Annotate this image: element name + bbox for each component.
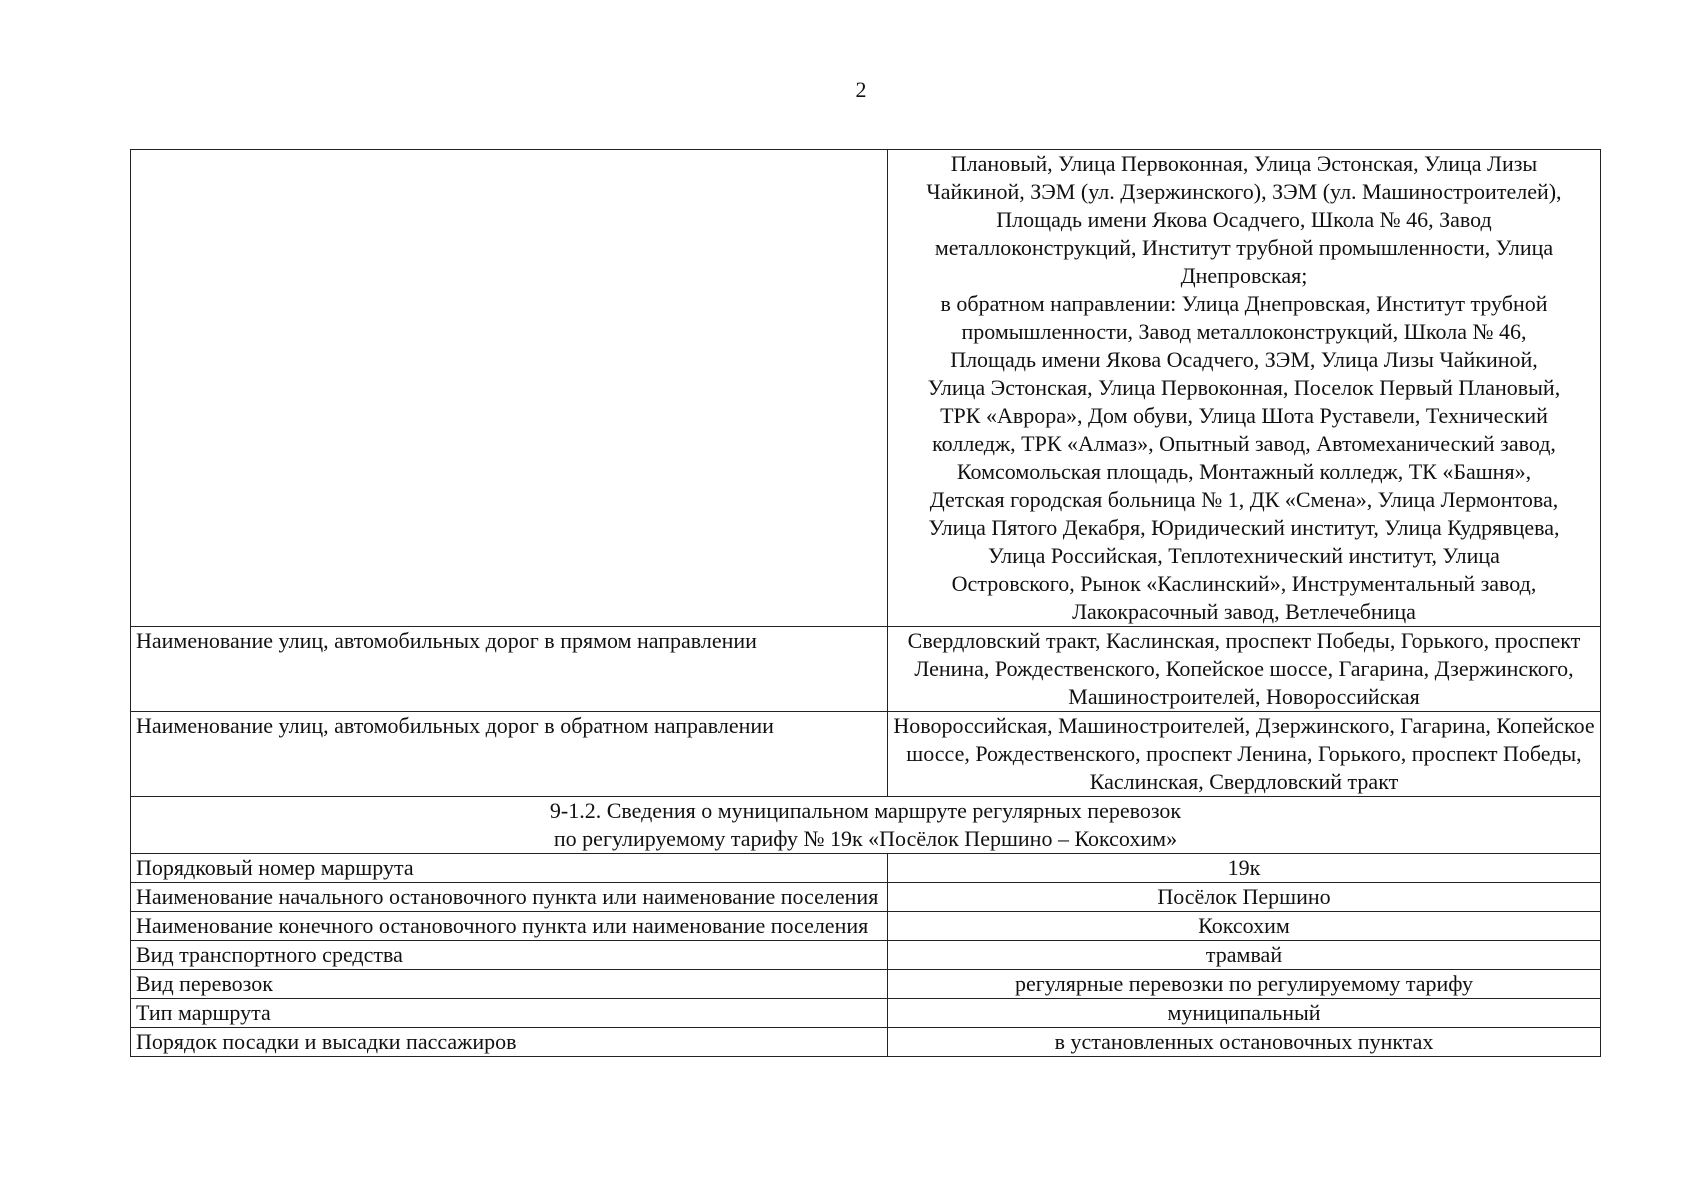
boarding-order-value: в установленных остановочных пунктах	[888, 1028, 1601, 1057]
stops-line: металлоконструкций, Институт трубной промышленности, Улица	[934, 235, 1554, 260]
stops-line: Площадь имени Якова Осадчего, Школа № 46, Завод	[996, 207, 1492, 232]
transport-kind-label: Вид перевозок	[131, 970, 888, 999]
stops-line: ТРК «Аврора», Дом обуви, Улица Шота Руставели, Технический	[940, 403, 1548, 428]
vehicle-type-value: трамвай	[888, 941, 1601, 970]
vehicle-type-label: Вид транспортного средства	[131, 941, 888, 970]
section-heading-line: 9-1.2. Сведения о муниципальном маршруте регулярных перевозок	[549, 798, 1182, 823]
table-row-stops-continuation	[131, 150, 1601, 627]
stops-line: Днепровская;	[1180, 263, 1308, 288]
page-number: 2	[855, 77, 867, 102]
stops-line: Улица Российская, Теплотехнический институт, Улица	[988, 543, 1500, 568]
empty-label-cell	[131, 150, 888, 627]
stops-line: Чайкиной, ЗЭМ (ул. Дзержинского), ЗЭМ (ул. Машиностроителей),	[926, 179, 1562, 204]
table-row	[131, 970, 1601, 999]
transport-kind-value: регулярные перевозки по регулируемому тарифу	[888, 970, 1601, 999]
stops-line: колледж, ТРК «Алмаз», Опытный завод, Автомеханический завод,	[932, 431, 1556, 456]
start-stop-value: Посёлок Першино	[888, 883, 1601, 912]
forward-streets-label: Наименование улиц, автомобильных дорог в прямом направлении	[131, 627, 888, 712]
stops-line: Улица Пятого Декабря, Юридический институт, Улица Кудрявцева,	[928, 515, 1560, 540]
start-stop-label: Наименование начального остановочного пункта или наименование поселения	[131, 883, 888, 912]
route-type-label: Тип маршрута	[131, 999, 888, 1028]
stops-list-cell	[888, 150, 1601, 627]
boarding-order-label: Порядок посадки и высадки пассажиров	[131, 1028, 888, 1057]
stops-line: Плановый, Улица Первоконная, Улица Эстонская, Улица Лизы	[950, 151, 1538, 176]
end-stop-label: Наименование конечного остановочного пункта или наименование поселения	[131, 912, 888, 941]
route-number-label: Порядковый номер маршрута	[131, 854, 888, 883]
stops-line: в обратном направлении: Улица Днепровская, Институт трубной	[940, 291, 1548, 316]
route-info-table	[130, 149, 1601, 1057]
section-heading	[131, 797, 1601, 854]
table-row-reverse-streets	[131, 712, 1601, 797]
forward-streets-value: Свердловский тракт, Каслинская, проспект Победы, Горького, проспект Ленина, Рождественского, Копейское шоссе, Гагарина, Дзержинского, Машиностроителей, Новороссийская	[888, 627, 1601, 712]
route-number-value: 19к	[888, 854, 1601, 883]
end-stop-value: Коксохим	[888, 912, 1601, 941]
table-row-forward-streets	[131, 627, 1601, 712]
table-row-section-heading	[131, 797, 1601, 854]
stops-line: Комсомольская площадь, Монтажный колледж, ТК «Башня»,	[956, 459, 1532, 484]
table-row	[131, 999, 1601, 1028]
stops-line: Лакокрасочный завод, Ветлечебница	[1072, 599, 1416, 624]
stops-line: Детская городская больница № 1, ДК «Смена», Улица Лермонтова,	[929, 487, 1559, 512]
stops-line: Островского, Рынок «Каслинский», Инструментальный завод,	[951, 571, 1537, 596]
stops-line: Площадь имени Якова Осадчего, ЗЭМ, Улица Лизы Чайкиной,	[950, 347, 1538, 372]
table-row	[131, 1028, 1601, 1057]
reverse-streets-label: Наименование улиц, автомобильных дорог в обратном направлении	[131, 712, 888, 797]
table-row	[131, 854, 1601, 883]
table-row	[131, 941, 1601, 970]
table-row	[131, 883, 1601, 912]
section-heading-line: по регулируемому тарифу № 19к «Посёлок Першино – Коксохим»	[553, 826, 1178, 851]
table-row	[131, 912, 1601, 941]
reverse-streets-value: Новороссийская, Машиностроителей, Дзержинского, Гагарина, Копейское шоссе, Рождественского, проспект Ленина, Горького, проспект Победы, Каслинская, Свердловский тракт	[888, 712, 1601, 797]
stops-line: промышленности, Завод металлоконструкций, Школа № 46,	[961, 319, 1527, 344]
route-type-value: муниципальный	[888, 999, 1601, 1028]
stops-line: Улица Эстонская, Улица Первоконная, Поселок Первый Плановый,	[927, 375, 1561, 400]
